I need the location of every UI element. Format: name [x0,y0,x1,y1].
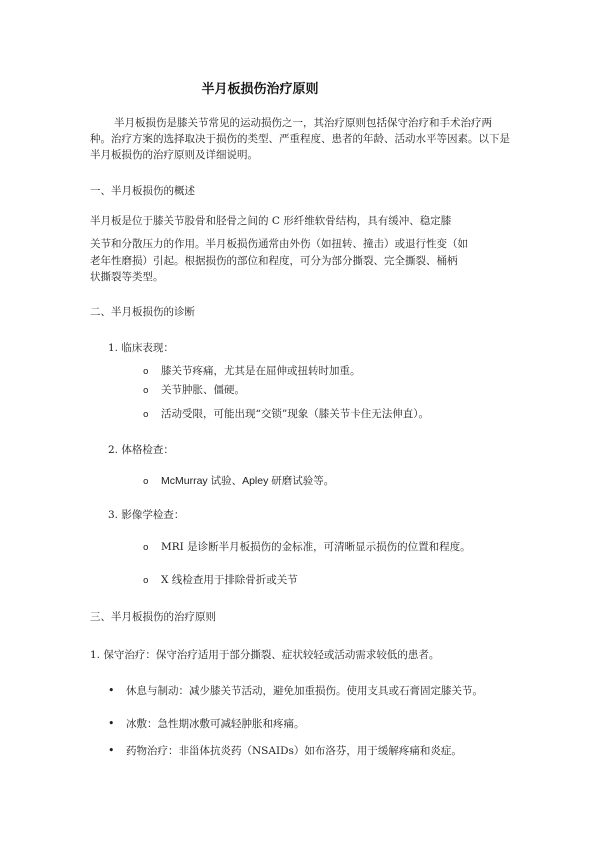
circle-bullet-icon: o [143,543,149,553]
intro-paragraph: 半月板损伤是膝关节常见的运动损伤之一，其治疗原则包括保守治疗和手术治疗两种。治疗方案的选择取决于损伤的类型、严重程度、患者的年龄、活动水平等因素。以下是半月板损伤的治疗原则及详细说明。 [90,117,510,161]
overview-line: 关节和分散压力的作用。半月板损伤通常由外伤（如扭转、撞击）或退行性变（如 [90,238,468,250]
bullet-list-item: • 休息与制动：减少膝关节活动，避免加重损伤。使用支具或石膏固定膝关节。 [108,684,483,697]
circle-bullet-icon: o [143,367,149,377]
sub-list-item: o 关节肿胀、僵硬。 [143,384,245,396]
page-title: 半月板损伤治疗原则 [201,82,319,97]
bullet-list-item: • 药物治疗：非甾体抗炎药（NSAIDs）如布洛芬，用于缓解疼痛和炎症。 [108,744,462,757]
sub-list-item: o X 线检查用于排除骨折或关节 [143,574,298,586]
overview-paragraph [90,213,510,285]
overview-line: 半月板是位于膝关节股骨和胫骨之间的 C 形纤维软骨结构，具有缓冲、稳定膝 [90,215,452,227]
circle-bullet-icon: o [143,477,149,487]
dot-bullet-icon: • [108,744,115,757]
sub-list-item: o MRI 是诊断半月板损伤的金标准，可清晰显示损伤的位置和程度。 [143,541,471,553]
treatment-item-conservative: 1. 保守治疗：保守治疗适用于部分撕裂、症状较轻或活动需求较低的患者。 [90,649,440,661]
diagnosis-item-physical: 2. 体格检查： [108,444,174,456]
sub-list-item: o 膝关节疼痛，尤其是在屈伸或扭转时加重。 [143,365,361,377]
dot-bullet-icon: • [108,684,115,697]
section-heading-overview: 一、半月板损伤的概述 [90,185,195,197]
dot-bullet-icon: • [108,717,115,730]
diagnosis-item-clinical: 1. 临床表现： [108,342,174,354]
diagnosis-item-imaging: 3. 影像学检查： [108,509,185,521]
circle-bullet-icon: o [143,386,149,396]
sub-list-item: o McMurray 试验、Apley 研磨试验等。 [143,475,335,487]
overview-line: 老年性磨损）引起。根据损伤的部位和程度，可分为部分撕裂、完全撕裂、桶柄 [90,255,458,267]
section-heading-treatment: 三、半月板损伤的治疗原则 [90,611,216,623]
bullet-list-item: • 冰敷：急性期冰敷可减轻肿胀和疼痛。 [108,717,305,730]
sub-list-item: o 活动受限，可能出现“交锁”现象（膝关节卡住无法伸直）。 [143,408,429,420]
circle-bullet-icon: o [143,410,149,420]
overview-line: 状撕裂等类型。 [90,271,164,283]
section-heading-diagnosis: 二、半月板损伤的诊断 [90,306,195,318]
circle-bullet-icon: o [143,576,149,586]
